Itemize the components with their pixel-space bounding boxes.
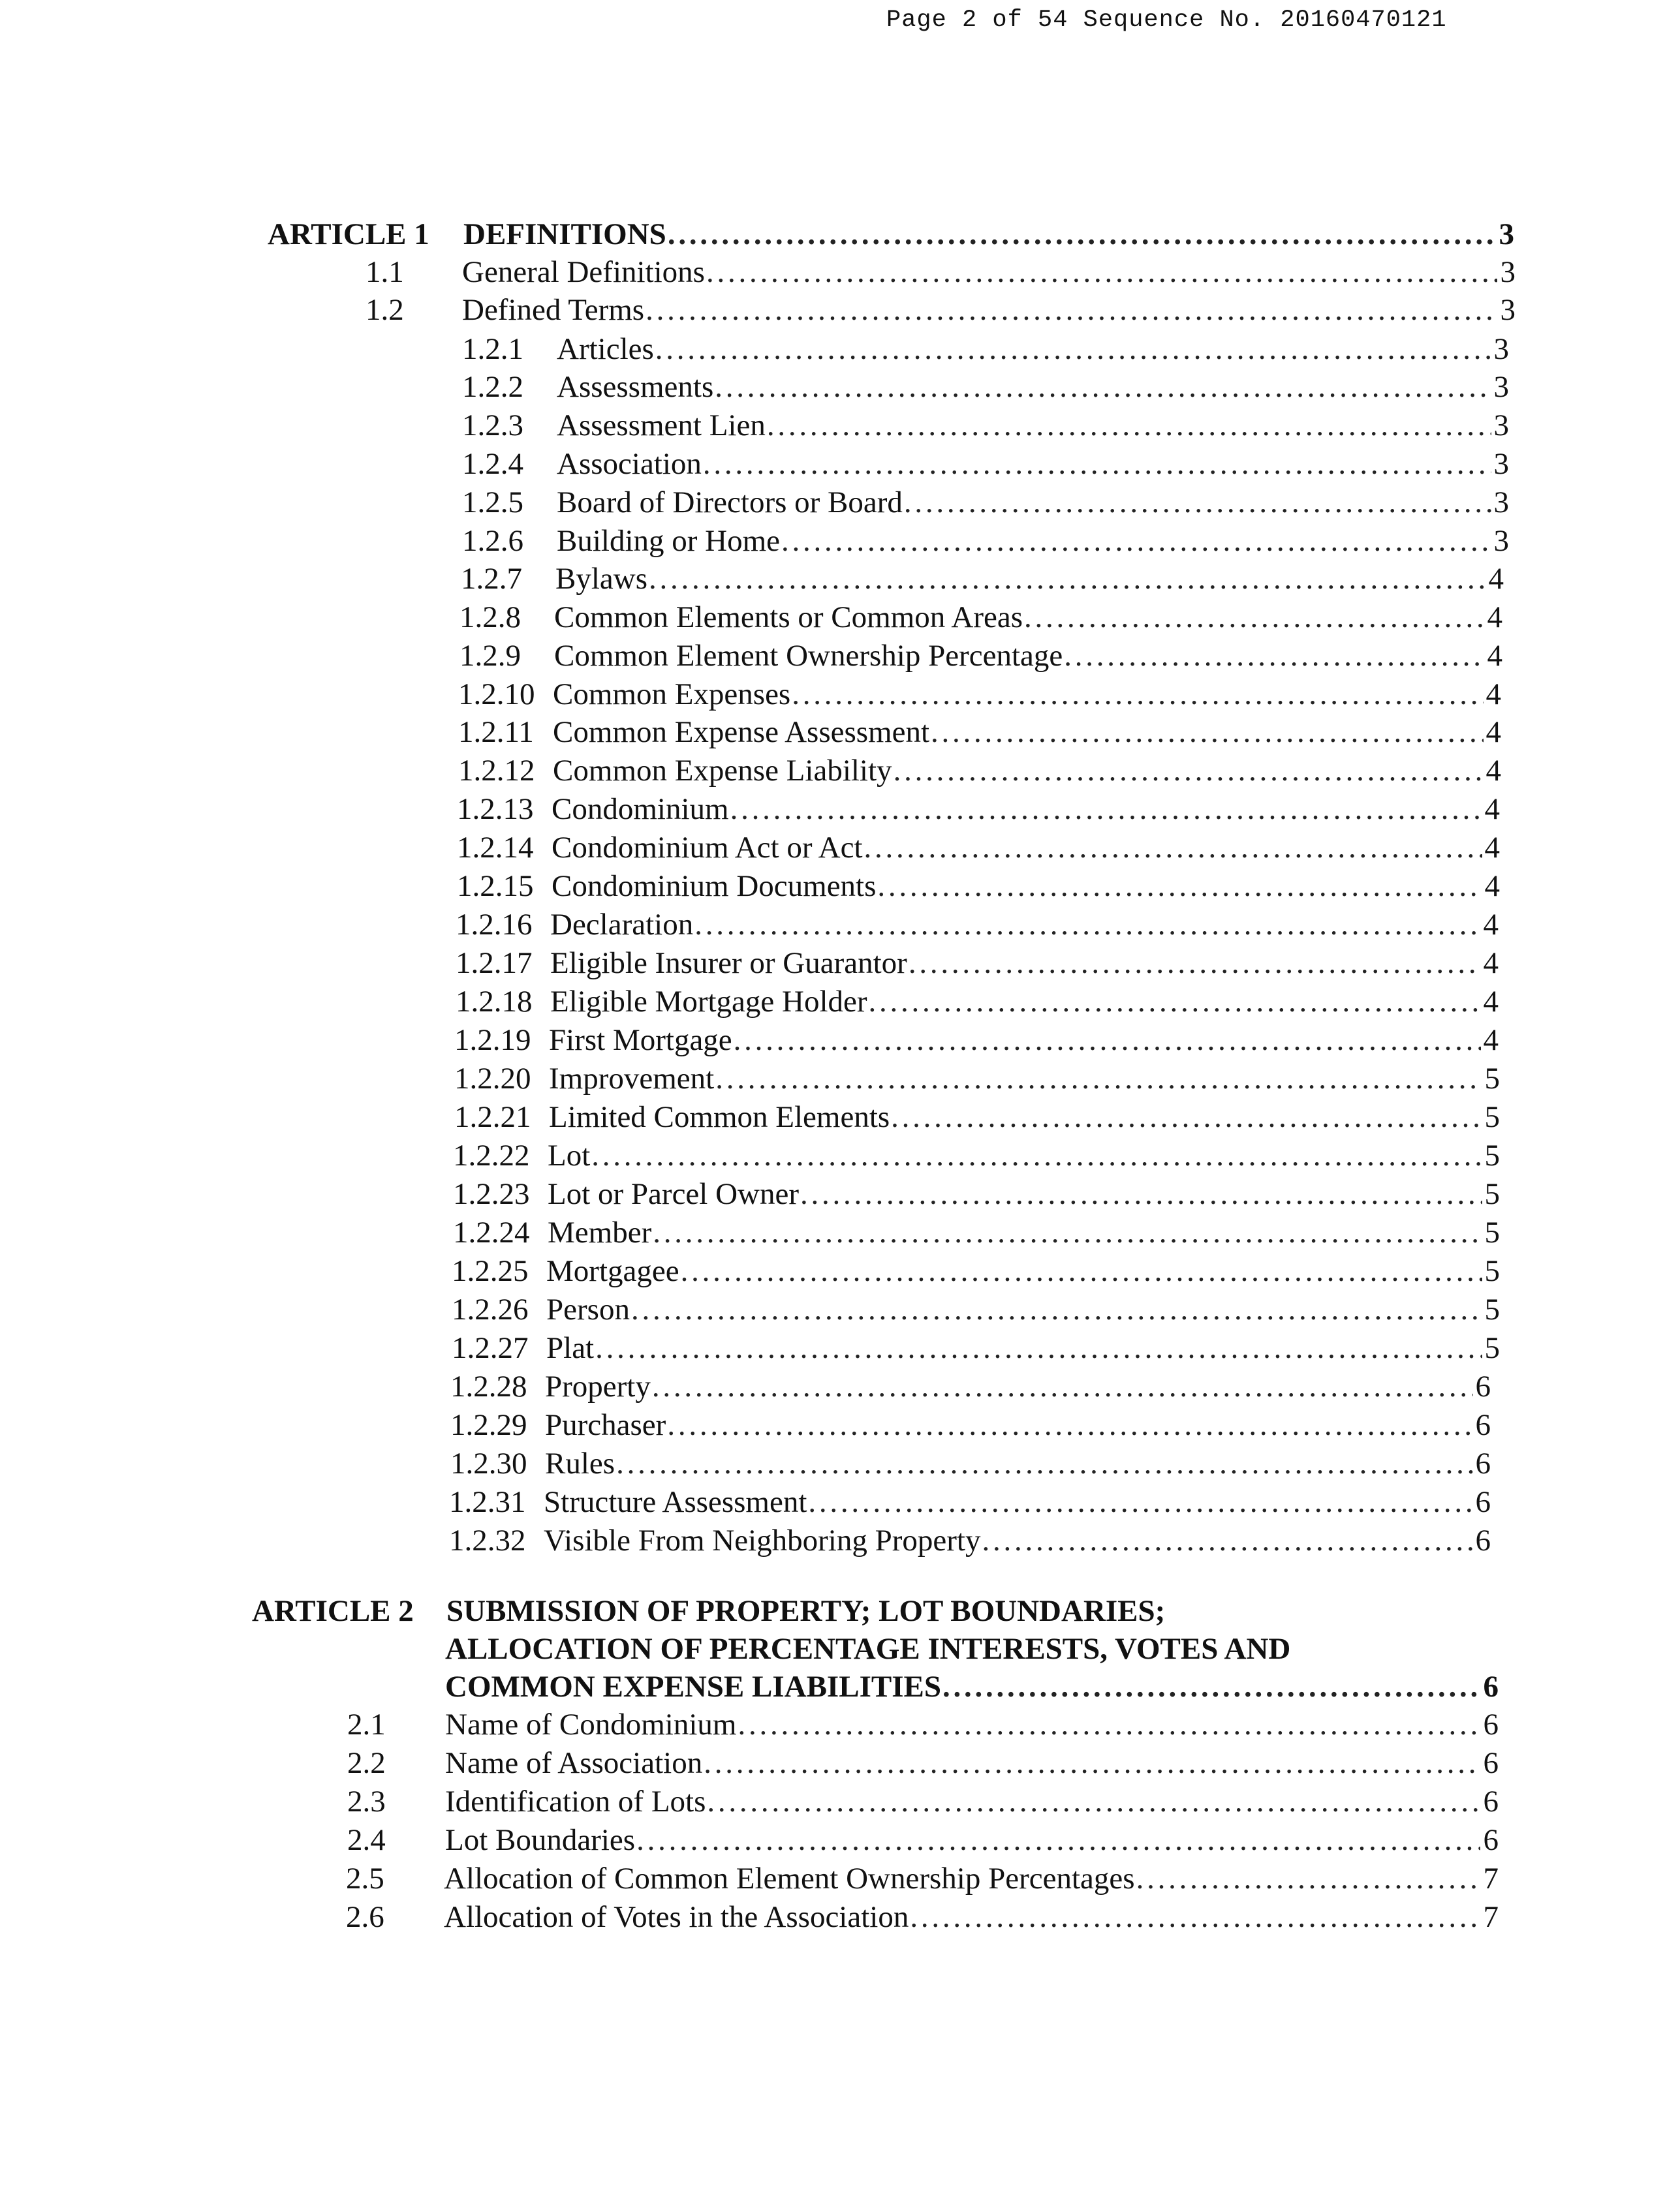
subsection-title: Condominium Act or Act . . . bbox=[552, 829, 1482, 867]
toc-subsection[interactable] bbox=[0, 445, 1680, 483]
section-title: Lot Boundaries . . . bbox=[445, 1821, 1480, 1859]
toc-subsection[interactable] bbox=[0, 944, 1680, 982]
toc-subsection[interactable] bbox=[0, 484, 1680, 521]
subsection-title: Common Element Ownership Percentage . . . bbox=[554, 637, 1485, 675]
subsection-number: 1.2.5 bbox=[462, 485, 523, 519]
page-number: 6 bbox=[1475, 1447, 1491, 1481]
subsection-title: Limited Common Elements . . . bbox=[549, 1098, 1482, 1136]
section-number: 2.3 bbox=[347, 1785, 386, 1819]
subsection-number: 1.2.7 bbox=[461, 562, 522, 596]
subsection-title: Structure Assessment . . . bbox=[544, 1483, 1473, 1521]
subsection-number: 1.2.31 bbox=[449, 1485, 526, 1519]
toc-subsection[interactable] bbox=[0, 1214, 1680, 1252]
subsection-title: Common Expense Assessment . . . bbox=[553, 713, 1484, 751]
page-number: 6 bbox=[1475, 1408, 1491, 1442]
page-number: 6 bbox=[1475, 1370, 1491, 1404]
page-number: 4 bbox=[1486, 754, 1501, 788]
page-number: 4 bbox=[1486, 715, 1501, 749]
toc-subsection[interactable] bbox=[0, 867, 1680, 905]
page-number: 5 bbox=[1484, 1293, 1500, 1327]
toc-subsection[interactable] bbox=[0, 790, 1680, 828]
subsection-number: 1.2.26 bbox=[452, 1293, 529, 1327]
subsection-number: 1.2.24 bbox=[453, 1216, 530, 1250]
subsection-number: 1.2.8 bbox=[459, 600, 521, 634]
page-number: 3 bbox=[1500, 293, 1516, 327]
subsection-number: 1.2.18 bbox=[456, 985, 533, 1019]
subsection-number: 1.2.29 bbox=[450, 1408, 527, 1442]
subsection-title: Visible From Neighboring Property . . . bbox=[544, 1522, 1473, 1559]
subsection-number: 1.2.1 bbox=[462, 332, 523, 366]
subsection-number: 1.2.4 bbox=[462, 447, 523, 481]
page-number: 3 bbox=[1493, 332, 1509, 366]
section-number: 1.1 bbox=[366, 255, 404, 289]
subsection-number: 1.2.23 bbox=[453, 1177, 530, 1211]
page-number: 4 bbox=[1483, 908, 1499, 942]
subsection-title: Condominium Documents . . . bbox=[552, 867, 1482, 905]
toc-subsection[interactable] bbox=[0, 522, 1680, 560]
subsection-title: Common Expenses . . . bbox=[553, 675, 1484, 713]
subsection-number: 1.2.2 bbox=[462, 370, 523, 404]
subsection-title: Plat . . . bbox=[546, 1329, 1482, 1367]
subsection-number: 1.2.30 bbox=[450, 1447, 527, 1481]
subsection-number: 1.2.12 bbox=[458, 754, 535, 788]
article-title-line: SUBMISSION OF PROPERTY; LOT BOUNDARIES; bbox=[446, 1594, 1166, 1628]
page-number: 6 bbox=[1483, 1708, 1499, 1742]
toc-subsection[interactable] bbox=[0, 1021, 1680, 1059]
toc-subsection[interactable] bbox=[0, 368, 1680, 406]
section-title: Allocation of Votes in the Association . . . bbox=[444, 1898, 1480, 1936]
section-title: Name of Association . . . bbox=[445, 1744, 1480, 1782]
toc-section[interactable] bbox=[0, 1821, 1680, 1859]
subsection-number: 1.2.32 bbox=[449, 1524, 526, 1558]
subsection-number: 1.2.19 bbox=[454, 1023, 531, 1057]
toc-subsection[interactable] bbox=[0, 1406, 1680, 1444]
toc-subsection[interactable] bbox=[0, 1445, 1680, 1482]
page-number: 7 bbox=[1483, 1900, 1499, 1934]
toc-section[interactable] bbox=[0, 1783, 1680, 1820]
page-number: 5 bbox=[1484, 1139, 1500, 1173]
section-number: 2.5 bbox=[346, 1862, 384, 1896]
article-label: ARTICLE 1 bbox=[268, 217, 429, 251]
page-number: 4 bbox=[1488, 562, 1504, 596]
toc-subsection[interactable] bbox=[0, 1291, 1680, 1329]
article-title: DEFINITIONS . . . bbox=[463, 215, 1497, 253]
toc-subsection[interactable] bbox=[0, 1137, 1680, 1175]
subsection-title: Member . . . bbox=[548, 1214, 1482, 1252]
section-number: 2.4 bbox=[347, 1823, 386, 1857]
subsection-title: Lot or Parcel Owner . . . bbox=[548, 1175, 1482, 1213]
subsection-title: Assessment Lien . . . bbox=[557, 407, 1491, 444]
page-number: 5 bbox=[1484, 1062, 1500, 1096]
toc-subsection[interactable] bbox=[0, 1522, 1680, 1559]
subsection-title: Person . . . bbox=[546, 1291, 1482, 1329]
page-number: 6 bbox=[1475, 1524, 1491, 1558]
section-title: Allocation of Common Element Ownership Percentages . . . bbox=[444, 1860, 1480, 1897]
subsection-number: 1.2.14 bbox=[457, 831, 534, 865]
toc-subsection[interactable] bbox=[0, 906, 1680, 944]
page-number: 3 bbox=[1493, 370, 1509, 404]
section-title: Identification of Lots . . . bbox=[445, 1783, 1480, 1820]
subsection-number: 1.2.27 bbox=[452, 1331, 529, 1365]
section-number: 2.6 bbox=[346, 1900, 384, 1934]
subsection-number: 1.2.21 bbox=[454, 1100, 531, 1134]
toc-subsection[interactable] bbox=[0, 1483, 1680, 1521]
subsection-number: 1.2.15 bbox=[457, 869, 534, 903]
toc-subsection[interactable] bbox=[0, 713, 1680, 751]
subsection-number: 1.2.13 bbox=[457, 792, 534, 826]
page-number: 6 bbox=[1483, 1785, 1499, 1819]
subsection-title: First Mortgage . . . bbox=[549, 1021, 1481, 1059]
page-number: 7 bbox=[1483, 1862, 1499, 1896]
subsection-number: 1.2.22 bbox=[453, 1139, 530, 1173]
page-number: 4 bbox=[1483, 985, 1499, 1019]
toc-subsection[interactable] bbox=[0, 407, 1680, 444]
toc-subsection[interactable] bbox=[0, 637, 1680, 675]
page-number: 4 bbox=[1487, 600, 1502, 634]
subsection-title: Eligible Mortgage Holder . . . bbox=[550, 983, 1481, 1021]
page-number: 6 bbox=[1483, 1746, 1499, 1780]
subsection-title: Declaration . . . bbox=[550, 906, 1481, 944]
subsection-title: Improvement . . . bbox=[549, 1060, 1482, 1098]
subsection-number: 1.2.3 bbox=[462, 408, 523, 442]
subsection-number: 1.2.17 bbox=[456, 946, 533, 980]
toc-subsection[interactable] bbox=[0, 752, 1680, 790]
page-number: 4 bbox=[1483, 1023, 1499, 1057]
page-number: 5 bbox=[1484, 1100, 1500, 1134]
section-number: 2.1 bbox=[347, 1708, 386, 1742]
section-number: 1.2 bbox=[366, 293, 404, 327]
toc-section[interactable] bbox=[0, 1860, 1680, 1897]
article-title-line: COMMON EXPENSE LIABILITIES . . . bbox=[445, 1668, 1480, 1706]
toc-subsection[interactable] bbox=[0, 598, 1680, 636]
section-title: General Definitions . . . bbox=[462, 253, 1497, 291]
page-number: 5 bbox=[1484, 1177, 1500, 1211]
subsection-number: 1.2.16 bbox=[456, 908, 533, 942]
subsection-title: Purchaser . . . bbox=[545, 1406, 1473, 1444]
toc-section[interactable] bbox=[0, 253, 1680, 291]
toc-subsection[interactable] bbox=[0, 1252, 1680, 1290]
subsection-title: Common Elements or Common Areas . . . bbox=[554, 598, 1485, 636]
page-number: 3 bbox=[1493, 485, 1509, 519]
section-title: Name of Condominium . . . bbox=[445, 1706, 1480, 1743]
subsection-title: Property . . . bbox=[545, 1368, 1473, 1406]
page-number: 5 bbox=[1484, 1254, 1500, 1288]
toc-subsection[interactable] bbox=[0, 1368, 1680, 1406]
subsection-number: 1.2.9 bbox=[459, 639, 521, 673]
toc-subsection[interactable] bbox=[0, 829, 1680, 867]
subsection-title: Lot . . . bbox=[548, 1137, 1482, 1175]
subsection-title: Board of Directors or Board . . . bbox=[557, 484, 1491, 521]
page-number: 3 bbox=[1499, 217, 1514, 251]
page-number: 4 bbox=[1487, 639, 1502, 673]
toc-section[interactable] bbox=[0, 291, 1680, 329]
toc-section[interactable] bbox=[0, 1706, 1680, 1743]
toc-subsection[interactable] bbox=[0, 1175, 1680, 1213]
section-number: 2.2 bbox=[347, 1746, 386, 1780]
page-number: 3 bbox=[1500, 255, 1516, 289]
subsection-title: Building or Home . . . bbox=[557, 522, 1491, 560]
toc-subsection[interactable] bbox=[0, 560, 1680, 598]
page-number: 5 bbox=[1484, 1331, 1500, 1365]
page-number: 5 bbox=[1484, 1216, 1500, 1250]
toc-section[interactable] bbox=[0, 1744, 1680, 1782]
page-number: 4 bbox=[1486, 677, 1501, 711]
toc-subsection[interactable] bbox=[0, 330, 1680, 368]
subsection-title: Bylaws . . . bbox=[555, 560, 1486, 598]
page-number: 4 bbox=[1484, 869, 1500, 903]
toc-article-1[interactable] bbox=[0, 215, 1680, 253]
article-title-line: ALLOCATION OF PERCENTAGE INTERESTS, VOTES AND bbox=[445, 1632, 1291, 1666]
subsection-number: 1.2.10 bbox=[458, 677, 535, 711]
subsection-title: Eligible Insurer or Guarantor . . . bbox=[550, 944, 1481, 982]
subsection-number: 1.2.6 bbox=[462, 524, 523, 558]
toc-subsection[interactable] bbox=[0, 1098, 1680, 1136]
toc-subsection[interactable] bbox=[0, 1329, 1680, 1367]
page-sequence-header: Page 2 of 54 Sequence No. 20160470121 bbox=[886, 7, 1447, 34]
section-title: Defined Terms . . . bbox=[462, 291, 1497, 329]
page-number: 3 bbox=[1493, 408, 1509, 442]
subsection-number: 1.2.11 bbox=[458, 715, 534, 749]
subsection-title: Articles . . . bbox=[557, 330, 1491, 368]
toc-article-2[interactable] bbox=[0, 1592, 1680, 1630]
page-number: 3 bbox=[1493, 524, 1509, 558]
subsection-title: Mortgagee . . . bbox=[546, 1252, 1482, 1290]
subsection-title: Common Expense Liability . . . bbox=[553, 752, 1484, 790]
article-label: ARTICLE 2 bbox=[252, 1594, 414, 1628]
toc-subsection[interactable] bbox=[0, 675, 1680, 713]
page-number: 3 bbox=[1493, 447, 1509, 481]
subsection-title: Rules . . . bbox=[545, 1445, 1473, 1482]
page-number: 4 bbox=[1484, 831, 1500, 865]
toc-subsection[interactable] bbox=[0, 983, 1680, 1021]
toc-subsection[interactable] bbox=[0, 1060, 1680, 1098]
subsection-number: 1.2.28 bbox=[450, 1370, 527, 1404]
subsection-number: 1.2.20 bbox=[454, 1062, 531, 1096]
page-number: 4 bbox=[1484, 792, 1500, 826]
subsection-title: Assessments . . . bbox=[557, 368, 1491, 406]
page-number: 6 bbox=[1483, 1823, 1499, 1857]
toc-section[interactable] bbox=[0, 1898, 1680, 1936]
toc-article-2-title-cont bbox=[0, 1630, 1680, 1668]
subsection-number: 1.2.25 bbox=[452, 1254, 529, 1288]
page-number: 6 bbox=[1475, 1485, 1491, 1519]
toc-article-2-title-end[interactable] bbox=[0, 1668, 1680, 1706]
page-number: 4 bbox=[1483, 946, 1499, 980]
subsection-title: Association . . . bbox=[557, 445, 1491, 483]
subsection-title: Condominium . . . bbox=[552, 790, 1482, 828]
page-number: 6 bbox=[1483, 1670, 1499, 1704]
